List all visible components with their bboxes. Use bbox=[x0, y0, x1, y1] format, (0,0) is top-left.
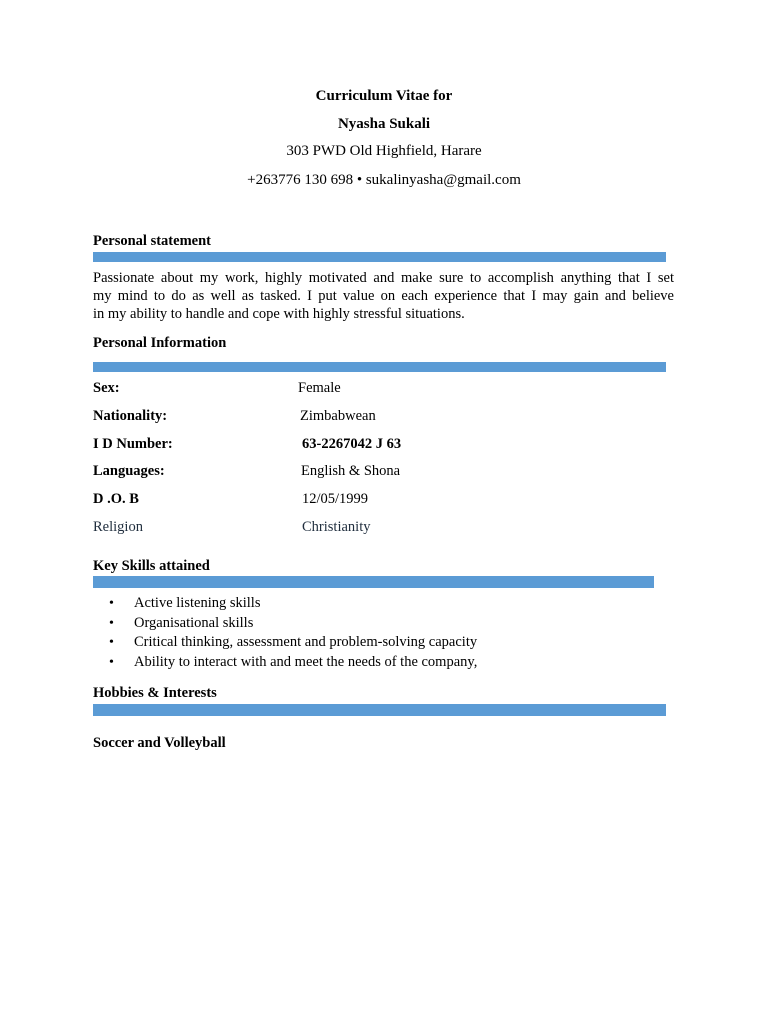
skills-list bbox=[93, 594, 477, 672]
personal-statement-heading: Personal statement bbox=[93, 233, 211, 249]
personal-statement-text bbox=[93, 269, 674, 323]
cv-address: 303 PWD Old Highfield, Harare bbox=[286, 143, 482, 159]
section-divider bbox=[93, 252, 666, 262]
hobbies-text: Soccer and Volleyball bbox=[93, 735, 226, 751]
list-item bbox=[93, 633, 477, 653]
section-divider bbox=[93, 362, 666, 372]
skill-text: Ability to interact with and meet the needs of the company, bbox=[134, 653, 478, 670]
skills-heading: Key Skills attained bbox=[93, 558, 210, 574]
info-value-sex: Female bbox=[298, 380, 341, 396]
info-value-religion: Christianity bbox=[302, 519, 371, 535]
info-label-id-number: I D Number: bbox=[93, 436, 173, 452]
info-label-dob: D .O. B bbox=[93, 491, 139, 507]
list-item bbox=[93, 614, 477, 634]
section-divider bbox=[93, 576, 654, 588]
info-value-dob: 12/05/1999 bbox=[302, 491, 369, 507]
personal-info-heading: Personal Information bbox=[93, 335, 227, 351]
hobbies-heading: Hobbies & Interests bbox=[93, 685, 217, 701]
list-item bbox=[93, 653, 477, 673]
section-divider bbox=[93, 704, 666, 716]
statement-line: my mind to do as well as tasked. I put value on each experience that I may gain and believe bbox=[93, 288, 674, 304]
cv-name: Nyasha Sukali bbox=[337, 116, 431, 132]
info-value-id-number: 63-2267042 J 63 bbox=[302, 436, 402, 452]
list-item bbox=[93, 594, 477, 614]
skill-text: Critical thinking, assessment and problem-solving capacity bbox=[134, 634, 478, 650]
skill-text: Active listening skills bbox=[134, 595, 261, 611]
info-value-languages: English & Shona bbox=[301, 463, 401, 479]
bullet-icon: • bbox=[109, 635, 114, 650]
statement-line: in my ability to handle and cope with highly stressful situations. bbox=[93, 306, 465, 322]
bullet-icon: • bbox=[109, 615, 114, 631]
cv-title: Curriculum Vitae for bbox=[315, 88, 453, 104]
info-label-languages: Languages: bbox=[93, 463, 165, 479]
info-label-religion: Religion bbox=[93, 519, 143, 535]
bullet-icon: • bbox=[109, 654, 114, 670]
skill-text: Organisational skills bbox=[134, 614, 254, 631]
info-label-sex: Sex: bbox=[93, 380, 120, 396]
cv-contact: +263776 130 698 • sukalinyasha@gmail.com bbox=[247, 172, 521, 188]
info-value-nationality: Zimbabwean bbox=[300, 408, 376, 424]
info-label-nationality: Nationality: bbox=[93, 408, 168, 424]
bullet-icon: • bbox=[109, 596, 114, 611]
statement-line: Passionate about my work, highly motivated and make sure to accomplish anything that I set bbox=[93, 270, 674, 286]
